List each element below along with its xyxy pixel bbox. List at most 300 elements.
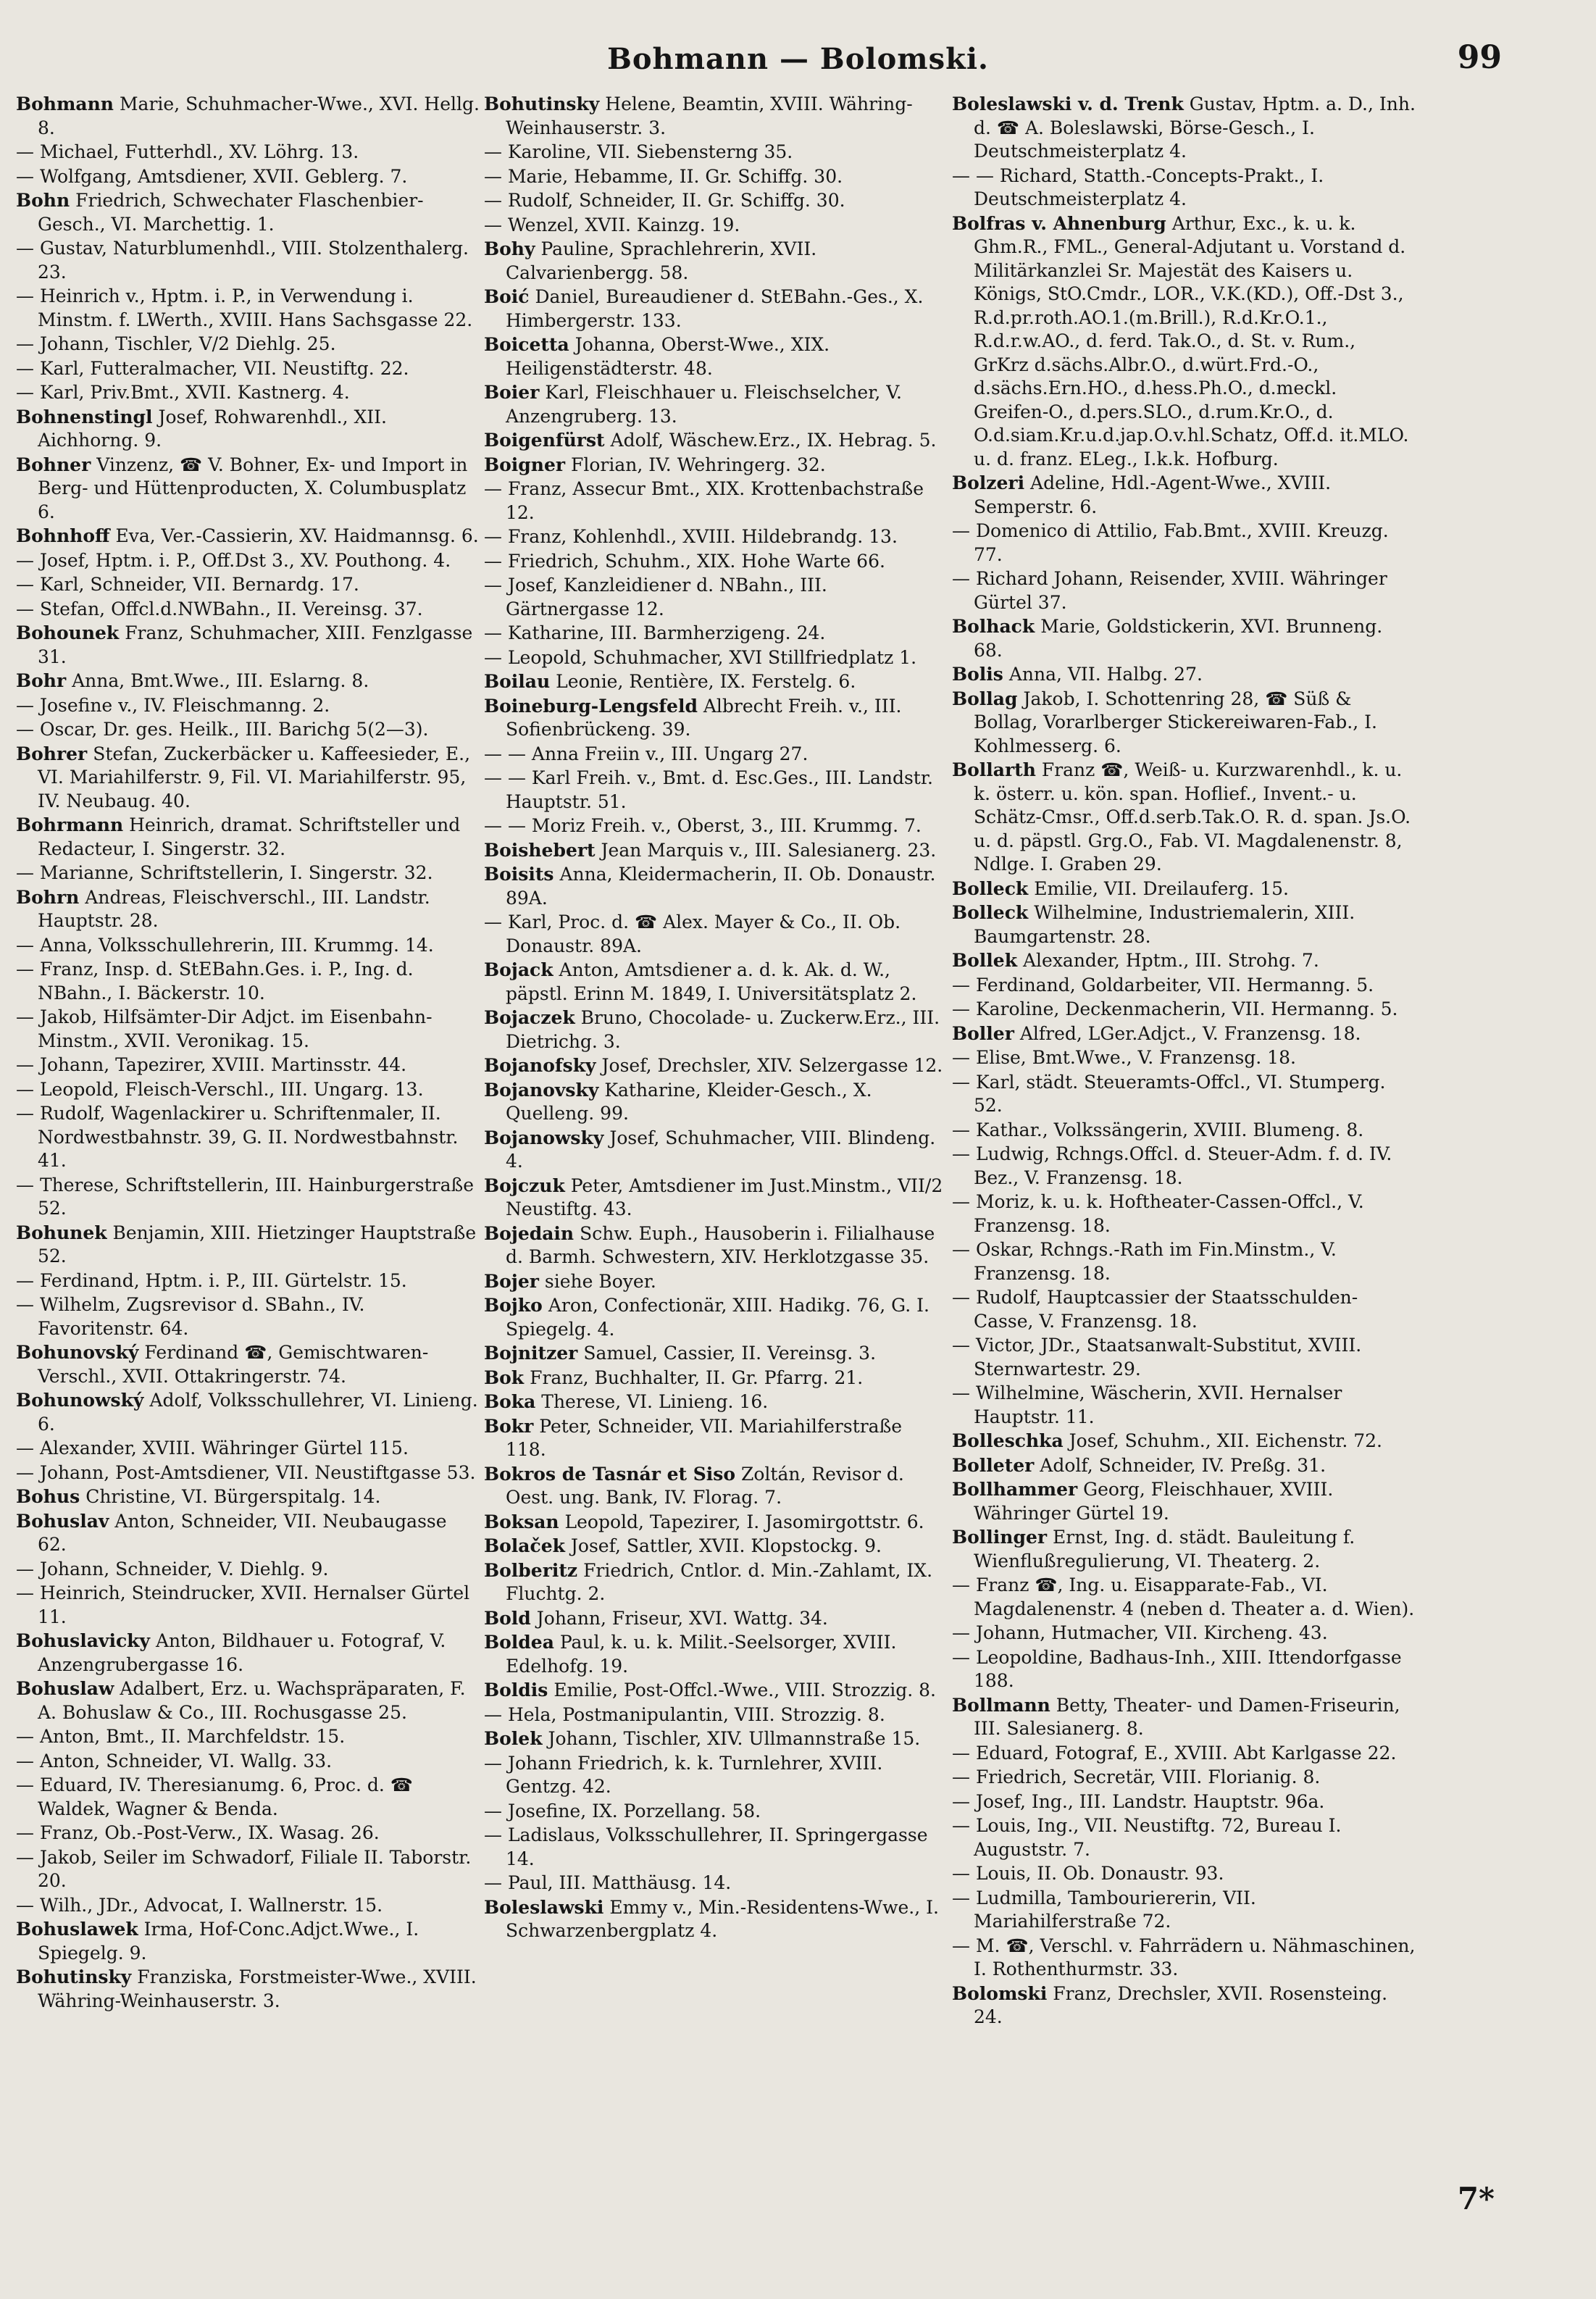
entry-text: Johanna, Oberst-Wwe., XIX. Heiligenstädterstr. 48. [506, 334, 830, 379]
entry-text: — Victor, JDr., Staatsanwalt-Substitut, XVIII. Sternwartestr. 29. [952, 1335, 1362, 1380]
entry-text: — Johann, Schneider, V. Diehlg. 9. [16, 1558, 329, 1580]
directory-entry [952, 1622, 1416, 1645]
entry-text: Anton, Bildhauer u. Fotograf, V. Anzengrubergasse 16. [38, 1630, 446, 1675]
directory-entry [16, 1222, 480, 1269]
signature-mark: 7* [1457, 2181, 1495, 2216]
entry-text: Emilie, VII. Dreilauferg. 15. [1034, 877, 1289, 899]
entry-surname: Boleslawski v. d. Trenk [952, 93, 1184, 114]
entry-text: Vinzenz, ☎ V. Bohner, Ex- und Import in Berg- und Hüttenproducten, X. Columbusplatz 6. [38, 454, 468, 522]
directory-entry [484, 238, 948, 285]
entry-surname: Bohutinsky [484, 93, 600, 114]
directory-entry [16, 814, 480, 861]
entry-text: — Karl, städt. Steueramts-Offcl., VI. Stumperg. 52. [952, 1071, 1386, 1116]
directory-entry [484, 1727, 948, 1751]
entry-surname: Bohrn [16, 886, 80, 908]
entry-text: Alfred, LGer.Adjct., V. Franzensg. 18. [1019, 1022, 1361, 1044]
directory-entry [484, 285, 948, 333]
entry-surname: Boldea [484, 1632, 554, 1653]
directory-entry [484, 1270, 948, 1294]
directory-entry [484, 814, 948, 838]
directory-entry [484, 863, 948, 910]
entry-surname: Bolzeri [952, 472, 1025, 493]
entry-text: Adalbert, Erz. u. Wachspräparaten, F. A. Bohuslaw & Co., III. Rochusgasse 25. [38, 1678, 466, 1723]
entry-text: — Rudolf, Hauptcassier der Staatsschulden-Casse, V. Franzensg. 18. [952, 1287, 1358, 1332]
directory-entry [16, 454, 480, 525]
directory-entry [16, 1750, 480, 1774]
directory-entry [16, 1461, 480, 1485]
entry-surname: Boisits [484, 864, 554, 885]
entry-text: Emmy v., Min.-Residentens-Wwe., I. Schwarzenbergplatz 4. [506, 1896, 939, 1941]
directory-entry [16, 573, 480, 597]
directory-entry [952, 949, 1416, 973]
entry-text: Jean Marquis v., III. Salesianerg. 23. [601, 839, 937, 861]
entry-surname: Bojko [484, 1295, 543, 1316]
directory-entry [16, 1630, 480, 1677]
entry-text: — Josef, Hptm. i. P., Off.Dst 3., XV. Pouthong. 4. [16, 549, 451, 571]
entry-surname: Bohy [484, 238, 535, 259]
entry-surname: Bojedain [484, 1222, 575, 1244]
entry-text: Zoltán, Revisor d. Oest. ung. Bank, IV. Florag. 7. [506, 1463, 904, 1508]
directory-entry [16, 1485, 480, 1509]
entry-text: — Eduard, IV. Theresianumg. 6, Proc. d. ☎ Waldek, Wagner & Benda. [16, 1774, 413, 1819]
directory-entry [484, 1127, 948, 1174]
entry-surname: Bohuslawek [16, 1919, 138, 1940]
entry-text: — Johann Friedrich, k. k. Turnlehrer, XVIII. Gentzg. 42. [484, 1752, 883, 1797]
entry-text: — Karl, Futteralmacher, VII. Neustiftg. 22. [16, 357, 409, 379]
entry-text: Therese, VI. Linieng. 16. [541, 1391, 769, 1412]
directory-entry [16, 381, 480, 405]
column-3 [952, 93, 1416, 2143]
entry-surname: Boić [484, 286, 530, 307]
entry-text: — Katharine, III. Barmherzigeng. 24. [484, 622, 826, 643]
entry-text: — Friedrich, Schuhm., XIX. Hohe Warte 66. [484, 550, 885, 572]
entry-text: — Wilhelm, Zugsrevisor d. SBahn., IV. Favoritenstr. 64. [16, 1294, 365, 1339]
entry-surname: Bohus [16, 1486, 80, 1507]
directory-entry [952, 1766, 1416, 1790]
entry-text: Marie, Goldstickerin, XVI. Brunneng. 68. [974, 616, 1383, 661]
entry-text: Aron, Confectionär, XIII. Hadikg. 76, G. I. Spiegelg. 4. [506, 1295, 929, 1340]
directory-entry [16, 622, 480, 669]
entry-text: — Leopold, Schuhmacher, XVI Stillfriedplatz 1. [484, 646, 917, 668]
entry-text: Adolf, Schneider, IV. Preßg. 31. [1040, 1454, 1326, 1476]
directory-entry [952, 998, 1416, 1022]
directory-entry [16, 861, 480, 885]
directory-entry [484, 670, 948, 694]
entry-text: Daniel, Bureaudiener d. StEBahn.-Ges., X. Himbergerstr. 133. [506, 286, 924, 331]
entry-text: — Franz ☎, Ing. u. Eisapparate-Fab., VI. Magdalenenstr. 4 (neben d. Theater a. d. Wien). [952, 1574, 1415, 1619]
directory-entry [16, 886, 480, 933]
entry-text: — Oskar, Rchngs.-Rath im Fin.Minstm., V. Franzensg. 18. [952, 1239, 1337, 1284]
entry-surname: Boller [952, 1022, 1014, 1044]
entry-surname: Bokros de Tasnár et Siso [484, 1463, 736, 1485]
directory-entry [16, 141, 480, 164]
entry-text: — Franz, Kohlenhdl., XVIII. Hildebrandg. 13. [484, 526, 898, 547]
entry-surname: Bold [484, 1607, 531, 1629]
entry-surname: Bohn [16, 190, 70, 211]
entry-text: Katharine, Kleider-Gesch., X. Quelleng. 99. [506, 1079, 872, 1124]
entry-text: Paul, k. u. k. Milit.-Seelsorger, XVIII. Edelhofg. 19. [506, 1632, 897, 1677]
directory-entry [952, 1862, 1416, 1886]
entry-text: — Josefine, IX. Porzellang. 58. [484, 1800, 761, 1822]
directory-entry [484, 1294, 948, 1341]
directory-entry [952, 1526, 1416, 1573]
entry-text: Karl, Fleischhauer u. Fleischselcher, V. Anzengruberg. 13. [506, 382, 902, 427]
directory-entry [952, 164, 1416, 212]
directory-entry [952, 877, 1416, 901]
directory-entry [16, 1078, 480, 1102]
directory-entry [484, 646, 948, 670]
entry-text: — Jakob, Seiler im Schwadorf, Filiale II. Taborstr. 20. [16, 1846, 472, 1891]
entry-surname: Bojczuk [484, 1174, 565, 1196]
entry-text: Franz ☎, Weiß- u. Kurzwarenhdl., k. u. k. österr. u. kön. span. Hoflief., Invent.- u. Schätz-Cmsr., Off.d.serb.Tak.O. R. d. span. Js.O. u. d. päpstl. Grg.O., Fab. VI. Magdalenenstr. 8, Ndlge. I. Graben 29. [974, 759, 1411, 875]
directory-entry [484, 1342, 948, 1366]
entry-surname: Bojanofsky [484, 1055, 596, 1076]
entry-surname: Bohuslavicky [16, 1630, 151, 1651]
entry-text: — Alexander, XVIII. Währinger Gürtel 115. [16, 1438, 409, 1459]
directory-entry [484, 1703, 948, 1727]
directory-entry [952, 901, 1416, 948]
directory-entry [16, 1677, 480, 1724]
entry-text: Adolf, Volksschullehrer, VI. Linieng. 6. [38, 1390, 478, 1435]
entry-text: Ernst, Ing. d. städt. Bauleitung f. Wienflußregulierung, VI. Theaterg. 2. [974, 1527, 1355, 1572]
directory-entry [484, 1222, 948, 1269]
directory-entry [484, 1824, 948, 1871]
entry-text: — Therese, Schriftstellerin, III. Hainburgerstraße 52. [16, 1174, 475, 1219]
entry-text: — Heinrich v., Hptm. i. P., in Verwendung i. Minstm. f. LWerth., XVIII. Hans Sachsgasse 22. [16, 285, 473, 330]
directory-entry [16, 694, 480, 718]
directory-entry [16, 333, 480, 356]
entry-surname: Bolfras v. Ahnenburg [952, 212, 1166, 234]
entry-text: Ferdinand ☎, Gemischtwaren-Verschl., XVII. Ottakringerstr. 74. [38, 1342, 429, 1387]
entry-text: — Hela, Postmanipulantin, VIII. Strozzig. 8. [484, 1703, 885, 1725]
entry-surname: Bohr [16, 670, 67, 691]
directory-entry [16, 285, 480, 332]
entry-text: Franz, Drechsler, XVII. Rosensteing. 24. [974, 1982, 1388, 2027]
entry-text: Irma, Hof-Conc.Adjct.Wwe., I. Spiegelg. 9. [38, 1919, 419, 1964]
directory-entry [484, 1535, 948, 1559]
entry-surname: Bohrmann [16, 814, 124, 835]
entry-text: Franz, Schuhmacher, XIII. Fenzlgasse 31. [38, 622, 473, 667]
directory-entry [952, 1190, 1416, 1238]
entry-surname: Bohuslav [16, 1510, 109, 1532]
directory-entry [952, 1071, 1416, 1118]
column-1 [16, 93, 480, 2143]
directory-entry [16, 718, 480, 742]
entry-text: — — Anna Freiin v., III. Ungarg 27. [484, 743, 809, 764]
entry-text: Arthur, Exc., k. u. k. Ghm.R., FML., General-Adjutant u. Vorstand d. Militärkanzlei Sr. Majestät des Kaisers u. Königs, StO.Cmdr., LOR., V.K.(KD.), Off.-Dst 3., R.d.pr.roth.AO.1.(m.Brill.), R.d.Kr.O.1., R.d.r.w.AO., d. ferd. Tak.O., d. St. v. Rum., GrKrz d.sächs.Albr.O., d.würt.Frd.-O., d.sächs.Ern.HO., d.hess.Ph.O., d.meckl. Greifen-O., d.pers.SLO., d.rum.Kr.O., d. O.d.siam.Kr.u.d.jap.O.v.hl.Schatz, Off.d. it.MLO. u. d. franz. ELeg., I.k.k. Hofburg. [974, 212, 1409, 470]
entry-text: Josef, Schuhmacher, VIII. Blindeng. 4. [506, 1127, 936, 1172]
entry-surname: Bok [484, 1367, 525, 1388]
entry-text: — Gustav, Naturblumenhdl., VIII. Stolzenthalerg. 23. [16, 238, 469, 283]
entry-surname: Bohunek [16, 1222, 107, 1243]
entry-text: Jakob, I. Schottenring 28, ☎ Süß & Bollag, Vorarlberger Stickereiwaren-Fab., I. Kohlmesserg. 6. [974, 688, 1377, 756]
entry-text: — Marie, Hebamme, II. Gr. Schiffg. 30. [484, 165, 843, 187]
entry-text: Josef, Sattler, XVII. Klopstockg. 9. [570, 1535, 882, 1556]
directory-entry [484, 93, 948, 140]
directory-entry [484, 1752, 948, 1799]
entry-surname: Bohutinsky [16, 1966, 132, 1987]
directory-entry [484, 1679, 948, 1703]
entry-text: — Louis, Ing., VII. Neustiftg. 72, Bureau I. Auguststr. 7. [952, 1815, 1342, 1860]
directory-entry [16, 1918, 480, 1965]
entry-text: — Stefan, Offcl.d.NWBahn., II. Vereinsg. 37. [16, 598, 423, 619]
entry-text: Adeline, Hdl.-Agent-Wwe., XVIII. Semperstr. 6. [974, 472, 1332, 517]
directory-entry [16, 1582, 480, 1629]
directory-entry [16, 549, 480, 573]
entry-text: — Domenico di Attilio, Fab.Bmt., XVIII. Kreuzg. 77. [952, 520, 1389, 565]
directory-entry [952, 1935, 1416, 1982]
directory-entry [484, 550, 948, 574]
directory-entry [16, 1389, 480, 1436]
entry-text: Friedrich, Cntlor. d. Min.-Zahlamt, IX. Fluchtg. 2. [506, 1559, 933, 1604]
entry-text: Heinrich, dramat. Schriftsteller und Redacteur, I. Singerstr. 32. [38, 814, 461, 859]
entry-surname: Bohmann [16, 93, 114, 114]
directory-entry [484, 189, 948, 213]
entry-surname: Bolis [952, 664, 1003, 685]
entry-text: Johann, Friseur, XVI. Wattg. 34. [536, 1607, 828, 1629]
entry-surname: Bohunovský [16, 1342, 139, 1363]
directory-entry [16, 1293, 480, 1340]
directory-entry [952, 1430, 1416, 1453]
entry-text: — Anton, Bmt., II. Marchfeldstr. 15. [16, 1726, 346, 1747]
directory-entry [16, 357, 480, 381]
directory-entry [16, 406, 480, 453]
directory-entry [484, 1511, 948, 1535]
directory-entry [952, 1694, 1416, 1741]
entry-text: — Karoline, VII. Siebensterng 35. [484, 141, 793, 162]
directory-entry [952, 1478, 1416, 1525]
directory-entry [952, 212, 1416, 472]
directory-entry [952, 1814, 1416, 1861]
entry-surname: Bohnenstingl [16, 406, 153, 427]
directory-entry [16, 1341, 480, 1388]
directory-entry [16, 1437, 480, 1461]
entry-surname: Bolberitz [484, 1559, 578, 1581]
entry-text: — Ladislaus, Volksschullehrer, II. Springergasse 14. [484, 1824, 928, 1869]
entry-text: Franz, Buchhalter, II. Gr. Pfarrg. 21. [530, 1367, 864, 1388]
entry-text: — Moriz, k. u. k. Hoftheater-Cassen-Offcl., V. Franzensg. 18. [952, 1191, 1364, 1236]
directory-entry [952, 1574, 1416, 1621]
entry-text: Anton, Schneider, VII. Neubaugasse 62. [38, 1510, 447, 1555]
entry-surname: Boigenfürst [484, 430, 605, 451]
directory-entry [484, 1896, 948, 1943]
entry-text: — Wolfgang, Amtsdiener, XVII. Geblerg. 7. [16, 165, 408, 187]
entry-surname: Bohnhoff [16, 525, 110, 546]
entry-text: — Friedrich, Secretär, VIII. Florianig. 8. [952, 1766, 1321, 1787]
directory-entry [484, 525, 948, 549]
directory-entry [484, 429, 948, 453]
entry-surname: Bojanovsky [484, 1079, 599, 1101]
entry-surname: Boldis [484, 1680, 548, 1701]
directory-entry [952, 1238, 1416, 1285]
entry-surname: Bojnitzer [484, 1343, 578, 1364]
entry-surname: Boksan [484, 1511, 559, 1532]
entry-surname: Bollarth [952, 759, 1036, 780]
entry-surname: Bolleter [952, 1454, 1035, 1476]
directory-entry [16, 1774, 480, 1821]
entry-surname: Bokr [484, 1415, 534, 1437]
entry-text: Franziska, Forstmeister-Wwe., XVIII. Währing-Weinhauserstr. 3. [38, 1966, 477, 2011]
entry-surname: Boigner [484, 454, 566, 475]
entry-text: — Heinrich, Steindrucker, XVII. Hernalser Gürtel 11. [16, 1582, 470, 1627]
directory-entry [952, 1119, 1416, 1143]
directory-entry [484, 165, 948, 189]
entry-text: — M. ☎, Verschl. v. Fahrrädern u. Nähmaschinen, I. Rothenthurmstr. 33. [952, 1935, 1416, 1979]
directory-entry [16, 525, 480, 548]
entry-text: Bruno, Chocolade- u. Zuckerw.Erz., III. Dietrichg. 3. [506, 1007, 940, 1052]
entry-text: — Oscar, Dr. ges. Heilk., III. Barichg 5(2—3). [16, 719, 429, 740]
entry-text: Josef, Drechsler, XIV. Selzergasse 12. [601, 1055, 943, 1076]
directory-entry [16, 1510, 480, 1557]
directory-entry [484, 695, 948, 742]
directory-entry [16, 1846, 480, 1893]
entry-text: Peter, Amtsdiener im Just.Minstm., VII/2 Neustiftg. 43. [506, 1174, 943, 1219]
directory-entry [16, 1174, 480, 1221]
entry-text: — Karl, Proc. d. ☎ Alex. Mayer & Co., II. Ob. Donaustr. 89A. [484, 911, 901, 956]
directory-entry [16, 598, 480, 622]
entry-text: Marie, Schuhmacher-Wwe., XVI. Hellg. 8. [38, 93, 480, 138]
directory-entry [484, 622, 948, 646]
entry-surname: Bolhack [952, 616, 1035, 637]
entry-text: Gustav, Hptm. a. D., Inh. d. ☎ A. Boleslawski, Börse-Gesch., I. Deutschmeisterplatz 4. [974, 93, 1416, 162]
entry-text: Josef, Schuhm., XII. Eichenstr. 72. [1069, 1430, 1383, 1451]
entry-text: Wilhelmine, Industriemalerin, XIII. Baumgartenstr. 28. [974, 902, 1355, 947]
entry-text: — Michael, Futterhdl., XV. Löhrg. 13. [16, 141, 359, 162]
entry-text: — Kathar., Volkssängerin, XVIII. Blumeng. 8. [952, 1119, 1364, 1140]
entry-surname: Bohner [16, 454, 91, 475]
directory-entry [16, 189, 480, 236]
entry-text: Anna, VII. Halbg. 27. [1008, 664, 1203, 685]
directory-entry [484, 1607, 948, 1631]
directory-entry [952, 1790, 1416, 1814]
directory-entry [952, 1742, 1416, 1766]
directory-entry [484, 767, 948, 814]
directory-entry [952, 472, 1416, 519]
entry-text: Adolf, Wäschew.Erz., IX. Hebrag. 5. [610, 430, 937, 451]
entry-text: — Josef, Kanzleidiener d. NBahn., III. Gärtnergasse 12. [484, 575, 827, 619]
entry-surname: Boka [484, 1391, 536, 1412]
entry-text: — Ludmilla, Tambouriererin, VII. Mariahilferstraße 72. [952, 1887, 1256, 1932]
entry-text: — — Moriz Freih. v., Oberst, 3., III. Krummg. 7. [484, 815, 922, 836]
entry-surname: Bohuslaw [16, 1678, 114, 1699]
directory-entry [16, 958, 480, 1005]
directory-entry [952, 567, 1416, 614]
entry-text: Andreas, Fleischverschl., III. Landstr. Hauptstr. 28. [38, 886, 430, 931]
entry-surname: Boineburg-Lengsfeld [484, 695, 698, 717]
entry-surname: Bolomski [952, 1982, 1048, 2004]
directory-entry [484, 1559, 948, 1606]
directory-entry [952, 1143, 1416, 1190]
entry-text: — Marianne, Schriftstellerin, I. Singerstr. 32. [16, 862, 433, 883]
directory-entry [16, 1894, 480, 1918]
directory-entry [16, 743, 480, 814]
directory-entry [484, 141, 948, 164]
directory-entry [16, 1822, 480, 1845]
directory-entry [484, 477, 948, 525]
page-number: 99 [1457, 39, 1502, 76]
directory-entry [16, 93, 480, 140]
directory-entry [16, 1966, 480, 2013]
entry-text: — Anton, Schneider, VI. Wallg. 33. [16, 1750, 333, 1772]
directory-entry [484, 839, 948, 863]
entry-text: Helene, Beamtin, XVIII. Währing-Weinhauserstr. 3. [506, 93, 913, 138]
directory-entry [16, 165, 480, 189]
entry-text: — Paul, III. Matthäusg. 14. [484, 1872, 732, 1893]
directory-entry [952, 974, 1416, 998]
entry-text: Florian, IV. Wehringerg. 32. [571, 454, 826, 475]
entry-text: — — Karl Freih. v., Bmt. d. Esc.Ges., III. Landstr. Hauptstr. 51. [484, 767, 933, 812]
entry-surname: Bollinger [952, 1527, 1048, 1548]
entry-text: — Josefine v., IV. Fleischmanng. 2. [16, 694, 330, 716]
directory-entry [952, 93, 1416, 164]
directory-entry [952, 520, 1416, 567]
directory-entry [952, 1646, 1416, 1693]
entry-text: — Karl, Schneider, VII. Bernardg. 17. [16, 574, 359, 595]
entry-text: Schw. Euph., Hausoberin i. Filialhause d. Barmh. Schwestern, XIV. Herklotzgasse 35. [506, 1222, 935, 1267]
entry-text: Samuel, Cassier, II. Vereinsg. 3. [583, 1343, 877, 1364]
entry-text: — Johann, Tischler, V/2 Diehlg. 25. [16, 333, 336, 354]
entry-surname: Bohunowský [16, 1390, 144, 1411]
directory-entry [16, 1269, 480, 1293]
directory-entry [484, 1054, 948, 1078]
entry-surname: Bohrer [16, 743, 88, 764]
directory-entry [952, 1334, 1416, 1381]
column-2 [484, 93, 948, 2143]
directory-entry [484, 959, 948, 1006]
entry-text: Leonie, Rentière, IX. Ferstelg. 6. [556, 671, 856, 692]
entry-text: — Wilhelmine, Wäscherin, XVII. Hernalser Hauptstr. 11. [952, 1382, 1342, 1427]
directory-entry [484, 1631, 948, 1678]
entry-surname: Bojack [484, 959, 553, 980]
entry-surname: Bolek [484, 1728, 543, 1749]
directory-entry [484, 1006, 948, 1053]
directory-entry [16, 1053, 480, 1077]
entry-surname: Boishebert [484, 839, 596, 861]
entry-text: — Johann, Hutmacher, VII. Kircheng. 43. [952, 1622, 1328, 1643]
entry-text: — Richard Johann, Reisender, XVIII. Währinger Gürtel 37. [952, 568, 1387, 613]
entry-text: — Ludwig, Rchngs.Offcl. d. Steuer-Adm. f. d. IV. Bez., V. Franzensg. 18. [952, 1143, 1392, 1188]
entry-text: — Wilh., JDr., Advocat, I. Wallnerstr. 15. [16, 1894, 383, 1916]
entry-text: — — Richard, Statth.-Concepts-Prakt., I. Deutschmeisterplatz 4. [952, 164, 1324, 209]
entry-text: Anton, Amtsdiener a. d. k. Ak. d. W., päpstl. Erinn M. 1849, I. Universitätsplatz 2. [506, 959, 917, 1004]
entry-text: — Ferdinand, Hptm. i. P., III. Gürtelstr. 15. [16, 1269, 407, 1291]
entry-text: — Louis, II. Ob. Donaustr. 93. [952, 1863, 1224, 1884]
entry-text: Leopold, Tapezirer, I. Jasomirgottstr. 6. [564, 1511, 924, 1532]
page-header [0, 29, 1596, 87]
directory-entry [16, 934, 480, 958]
entry-surname: Boilau [484, 671, 551, 692]
entry-surname: Boleslawski [484, 1896, 604, 1918]
directory-entry [16, 1006, 480, 1053]
directory-entry [484, 333, 948, 380]
directory-entry [952, 1382, 1416, 1429]
directory-entry [484, 1367, 948, 1390]
directory-entry [484, 1415, 948, 1462]
entry-surname: Boicetta [484, 334, 569, 355]
entry-text: — Rudolf, Wagenlackirer u. Schriftenmaler, II. Nordwestbahnstr. 39, G. II. Nordwestbahnstr. 41. [16, 1103, 459, 1171]
entry-text: Pauline, Sprachlehrerin, XVII. Calvarienbergg. 58. [506, 238, 817, 283]
entry-surname: Bojaczek [484, 1007, 575, 1028]
entry-text: Peter, Schneider, VII. Mariahilferstraße 118. [506, 1415, 903, 1460]
entry-text: — Anna, Volksschullehrerin, III. Krummg. 14. [16, 934, 434, 956]
entry-text: — Leopoldine, Badhaus-Inh., XIII. Ittendorfgasse 188. [952, 1646, 1402, 1691]
directory-entry [16, 237, 480, 284]
entry-text: Johann, Tischler, XIV. Ullmannstraße 15. [548, 1728, 921, 1749]
directory-entry [952, 688, 1416, 759]
directory-entry [952, 1887, 1416, 1934]
entry-text: Josef, Rohwarenhdl., XII. Aichhorng. 9. [38, 406, 387, 451]
entry-surname: Bolleck [952, 902, 1029, 923]
